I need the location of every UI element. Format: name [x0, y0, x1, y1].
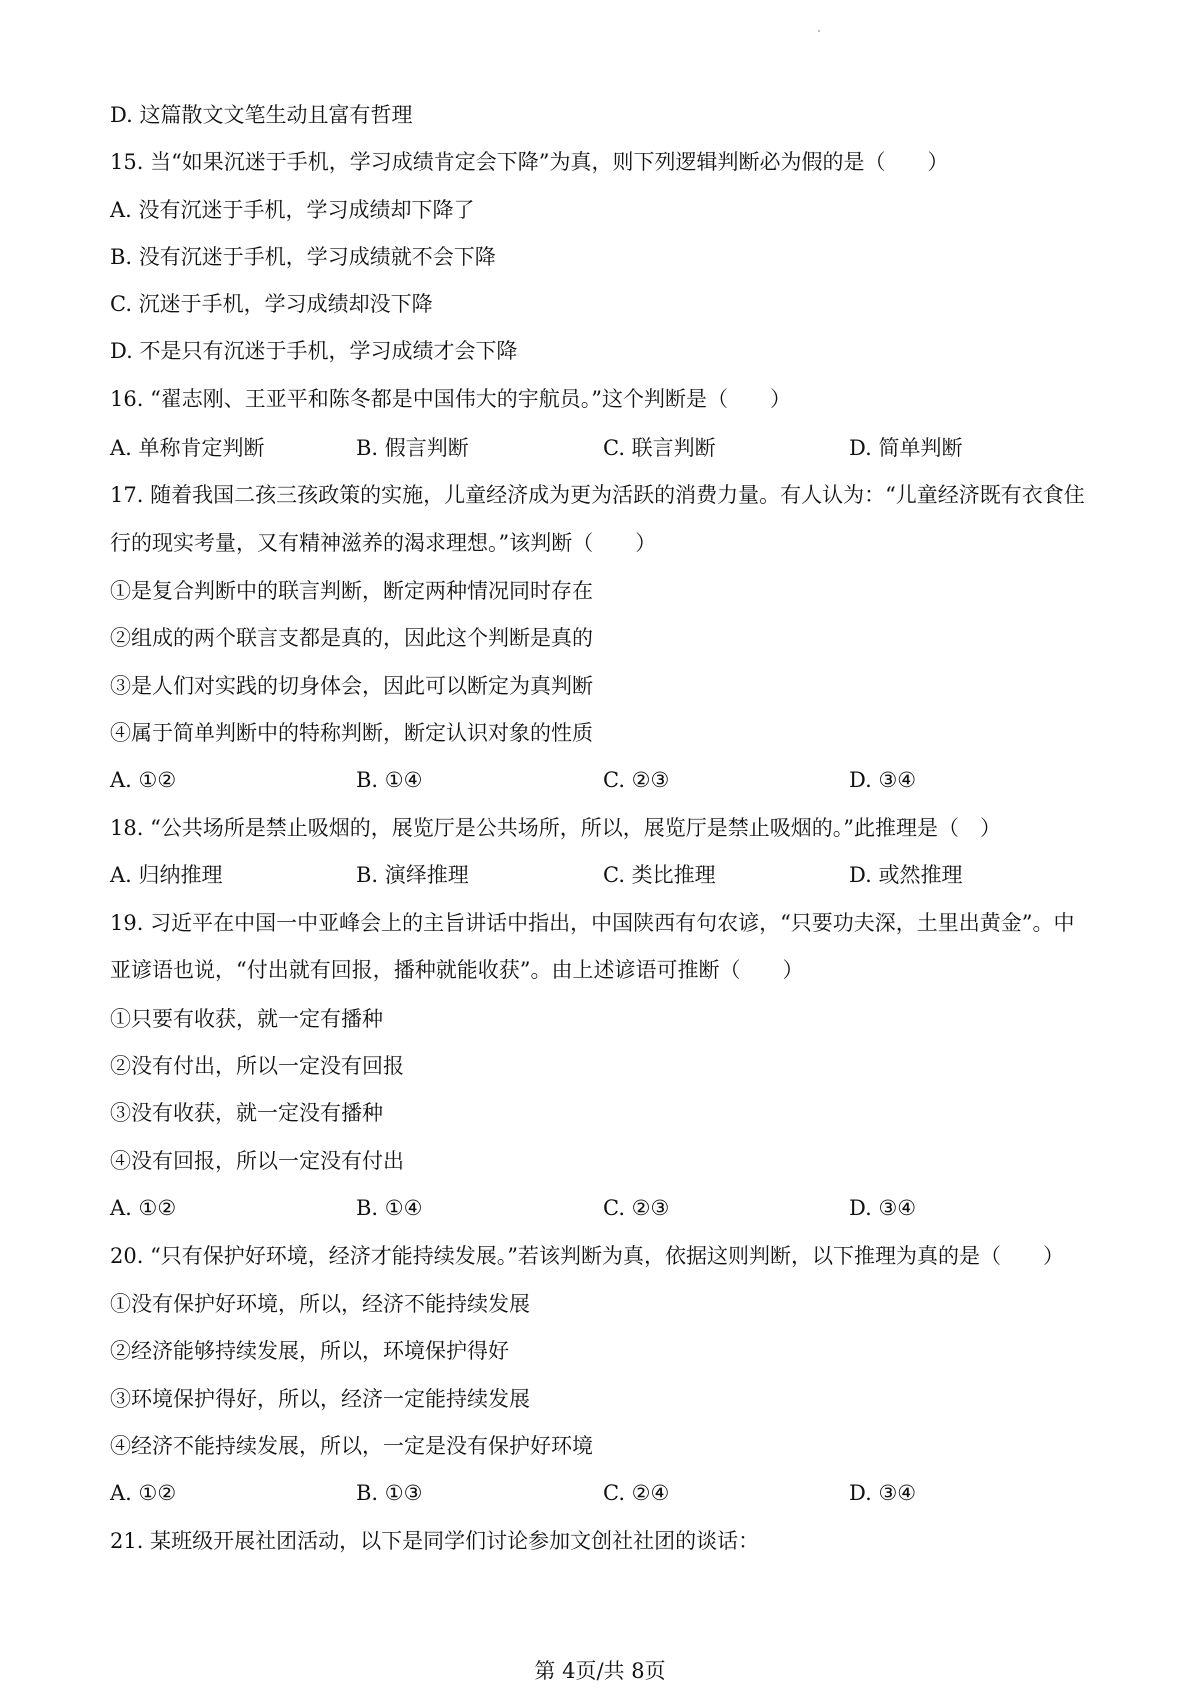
q16-option-a: A. 单称肯定判断 — [110, 436, 265, 460]
q19-stem-line2: 亚谚语也说，“付出就有回报，播种就能收获”。由上述谚语可推断（ ） — [110, 958, 804, 982]
scan-speck — [818, 30, 820, 32]
q17-option-c: C. ②③ — [603, 768, 670, 792]
q17-option-d: D. ③④ — [849, 768, 917, 792]
q15-option-a: A. 没有沉迷于手机，学习成绩却下降了 — [110, 198, 475, 222]
page-number: 第 4页/共 8页 — [534, 1659, 666, 1683]
q14-option-d: D. 这篇散文文笔生动且富有哲理 — [110, 103, 413, 127]
q19-stem-line1: 19. 习近平在中国一中亚峰会上的主旨讲话中指出，中国陕西有句农谚，“只要功夫深，土里出黄金”。中 — [110, 911, 1075, 935]
q18-option-c: C. 类比推理 — [603, 863, 716, 887]
q18-stem: 18. “公共场所是禁止吸烟的，展览厅是公共场所，所以，展览厅是禁止吸烟的。”此推理是（ ） — [110, 816, 1002, 840]
q19-statement-2: ②没有付出，所以一定没有回报 — [110, 1054, 404, 1078]
q20-stem: 20. “只有保护好环境，经济才能持续发展。”若该判断为真，依据这则判断，以下推理为真的是（ ） — [110, 1244, 1065, 1268]
q16-option-d: D. 简单判断 — [849, 436, 963, 460]
q21-stem: 21. 某班级开展社团活动，以下是同学们讨论参加文创社社团的谈话： — [110, 1529, 760, 1553]
q19-option-d: D. ③④ — [849, 1196, 917, 1220]
q20-statement-4: ④经济不能持续发展，所以，一定是没有保护好环境 — [110, 1434, 593, 1458]
q20-statement-2: ②经济能够持续发展，所以，环境保护得好 — [110, 1339, 509, 1363]
q20-option-c: C. ②④ — [603, 1481, 670, 1505]
q18-option-a: A. 归纳推理 — [110, 863, 223, 887]
q20-option-d: D. ③④ — [849, 1481, 917, 1505]
q15-stem: 15. 当“如果沉迷于手机，学习成绩肯定会下降”为真，则下列逻辑判断必为假的是（ ） — [110, 150, 949, 174]
q17-statement-4: ④属于简单判断中的特称判断，断定认识对象的性质 — [110, 721, 593, 745]
q15-option-d: D. 不是只有沉迷于手机，学习成绩才会下降 — [110, 339, 518, 363]
q17-statement-3: ③是人们对实践的切身体会，因此可以断定为真判断 — [110, 674, 593, 698]
q18-option-d: D. 或然推理 — [849, 863, 963, 887]
q20-option-a: A. ①② — [110, 1481, 177, 1505]
q19-statement-4: ④没有回报，所以一定没有付出 — [110, 1149, 404, 1173]
q16-stem: 16. “翟志刚、王亚平和陈冬都是中国伟大的宇航员。”这个判断是（ ） — [110, 387, 792, 411]
q20-option-b: B. ①③ — [356, 1481, 423, 1505]
q20-statement-1: ①没有保护好环境，所以，经济不能持续发展 — [110, 1292, 530, 1316]
q20-statement-3: ③环境保护得好，所以，经济一定能持续发展 — [110, 1387, 530, 1411]
q18-option-b: B. 演绎推理 — [356, 863, 469, 887]
q17-statement-1: ①是复合判断中的联言判断，断定两种情况同时存在 — [110, 579, 593, 603]
q17-stem-line1: 17. 随着我国二孩三孩政策的实施，儿童经济成为更为活跃的消费力量。有人认为：“儿童经济既有衣食住 — [110, 483, 1085, 507]
q16-option-c: C. 联言判断 — [603, 436, 716, 460]
q19-option-b: B. ①④ — [356, 1196, 423, 1220]
q17-stem-line2: 行的现实考量，又有精神滋养的渴求理想。”该判断（ ） — [110, 531, 657, 555]
q19-option-a: A. ①② — [110, 1196, 177, 1220]
q15-option-c: C. 沉迷于手机，学习成绩却没下降 — [110, 292, 433, 316]
q15-option-b: B. 没有沉迷于手机，学习成绩就不会下降 — [110, 245, 496, 269]
q17-statement-2: ②组成的两个联言支都是真的，因此这个判断是真的 — [110, 626, 593, 650]
q19-statement-1: ①只要有收获，就一定有播种 — [110, 1007, 383, 1031]
q17-option-a: A. ①② — [110, 768, 177, 792]
q17-option-b: B. ①④ — [356, 768, 423, 792]
q16-option-b: B. 假言判断 — [356, 436, 469, 460]
q19-option-c: C. ②③ — [603, 1196, 670, 1220]
q19-statement-3: ③没有收获，就一定没有播种 — [110, 1101, 383, 1125]
